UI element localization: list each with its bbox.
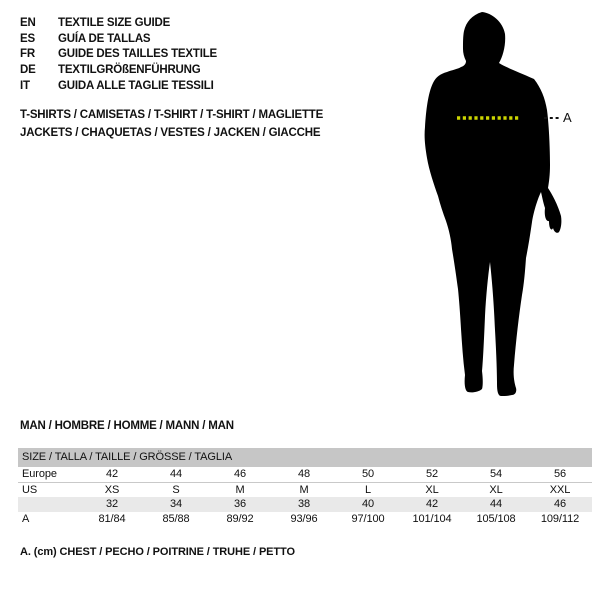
size-cell: XS [104,484,120,496]
size-cell: 46 [553,498,567,510]
language-label: GUIDA ALLE TAGLIE TESSILI [58,79,214,92]
measure-footnote: A. (cm) CHEST / PECHO / POITRINE / TRUHE / PETTO [20,546,295,558]
size-cell: 52 [425,468,439,480]
size-cell: XXL [549,484,571,496]
section-title-man: MAN / HOMBRE / HOMME / MANN / MAN [20,420,234,432]
size-row-label [18,497,80,512]
language-label: TEXTILGRÖßENFÜHRUNG [58,63,201,76]
size-row-label: A [22,513,30,525]
language-label: GUIDE DES TAILLES TEXTILE [58,48,217,61]
size-cell: 85/88 [162,513,190,525]
size-cell: 44 [489,498,503,510]
language-code: EN [20,16,36,29]
size-cell: 32 [105,498,119,510]
size-table-row [18,497,592,512]
man-silhouette-icon [425,12,562,396]
size-cell: 56 [553,468,567,480]
size-table-header: SIZE / TALLA / TAILLE / GRÖSSE / TAGLIA [18,448,592,467]
size-cell: 40 [361,498,375,510]
size-table-row [18,467,592,482]
size-cell: 44 [169,468,183,480]
size-row-label: US [22,484,38,496]
size-cell: L [364,484,372,496]
size-cell: XL [489,484,503,496]
size-cell: 93/96 [290,513,318,525]
category-line-tshirts: T-SHIRTS / CAMISETAS / T-SHIRT / T-SHIRT / MAGLIETTE [20,109,324,121]
size-table-row [18,482,592,497]
size-cell: 42 [425,498,439,510]
language-code: ES [20,32,35,45]
measure-a-label: A [563,110,572,125]
size-cell: 46 [233,468,247,480]
size-cell: 50 [361,468,375,480]
language-label: GUÍA DE TALLAS [58,32,151,45]
language-code: DE [20,63,36,76]
size-table-row [18,512,592,527]
size-cell: XL [425,484,439,496]
size-cell: M [299,484,309,496]
size-cell: 36 [233,498,247,510]
size-cell: 101/104 [412,513,452,525]
size-cell: S [172,484,180,496]
language-code: FR [20,48,35,61]
size-cell: 97/100 [351,513,385,525]
size-cell: 38 [297,498,311,510]
size-cell: 109/112 [540,513,580,525]
size-cell: 89/92 [226,513,254,525]
language-code: IT [20,79,30,92]
size-cell: 42 [105,468,119,480]
size-cell: M [235,484,245,496]
size-cell: 105/108 [476,513,516,525]
size-table-body [18,467,592,527]
size-cell: 34 [169,498,183,510]
category-line-jackets: JACKETS / CHAQUETAS / VESTES / JACKEN / GIACCHE [20,126,321,139]
size-row-label: Europe [22,468,57,480]
language-label: TEXTILE SIZE GUIDE [58,16,171,29]
size-cell: 81/84 [98,513,126,525]
size-table [18,448,592,527]
size-cell: 48 [297,468,311,480]
size-cell: 54 [489,468,503,480]
